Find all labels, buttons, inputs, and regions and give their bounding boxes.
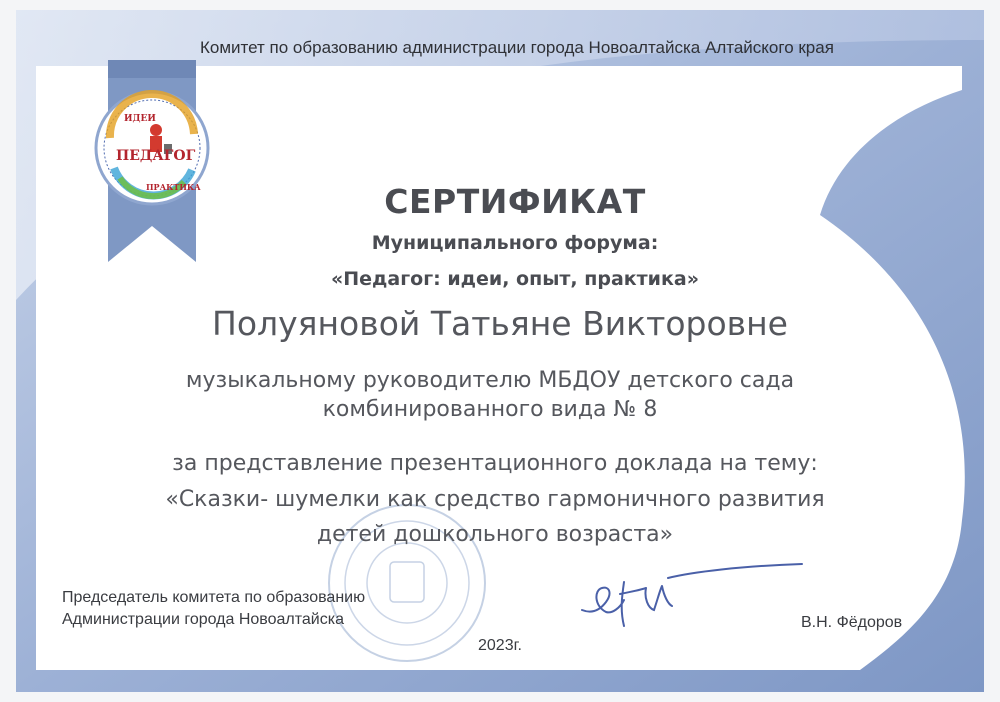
logo-bottom-text: ПРАКТИКА (146, 182, 201, 192)
forum-subtitle-line1: Муниципального форума: (371, 232, 659, 254)
logo-top-text: ИДЕИ (124, 114, 156, 124)
issue-year: 2023г. (478, 637, 522, 654)
committee-header: Комитет по образованию администрации города Новоалтайска Алтайского края (200, 38, 834, 57)
chairman-title-line2: Администрации города Новоалтайска (62, 611, 344, 628)
chairman-title-line1: Председатель комитета по образованию (62, 589, 366, 606)
recipient-position-line1: музыкальному руководителю МБДОУ детского сада (185, 368, 795, 393)
award-reason-line3: детей дошкольного возраста» (316, 522, 674, 547)
signature (572, 552, 812, 646)
forum-subtitle-line2: «Педагог: идеи, опыт, практика» (330, 268, 699, 290)
recipient-position-line2: комбинированного вида № 8 (322, 397, 658, 422)
logo-center-text: ПЕДАГОГ (116, 148, 196, 164)
signer-name: В.Н. Фёдоров (801, 614, 903, 631)
recipient-name: Полуяновой Татьяне Викторовне (212, 304, 788, 343)
award-reason-line2: «Сказки- шумелки как средство гармоничного развития (165, 487, 825, 512)
certificate-title: СЕРТИФИКАТ (384, 182, 646, 221)
award-reason-line1: за представление презентационного доклада на тему: (172, 451, 818, 476)
